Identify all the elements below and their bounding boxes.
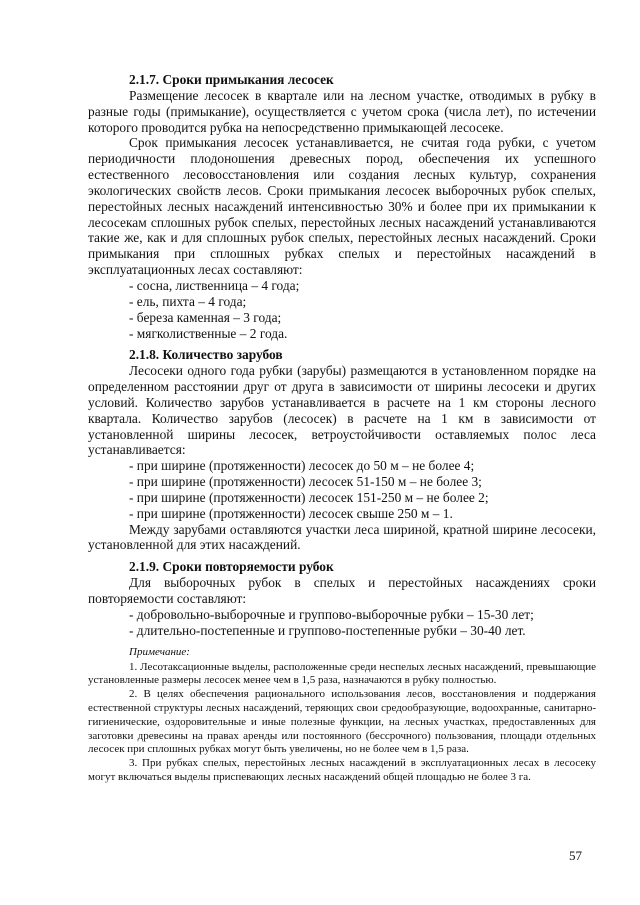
paragraph: Размещение лесосек в квартале или на лесном участке, отводимых в рубку в разные годы (примыкание), осуществляется с учетом срока (числа лет), по истечении которого проводится рубка на непосредственно примыкающей лесосеке. [88, 87, 596, 135]
list-item: - при ширине (протяженности) лесосек свыше 250 м – 1. [129, 505, 453, 521]
list-item: - при ширине (протяженности) лесосек 51-150 м – не более 3; [129, 474, 482, 490]
paragraph: Между зарубами оставляются участки леса шириной, кратной ширине лесосеки, установленной для этих насаждений. [88, 521, 596, 553]
document-page [88, 72, 596, 785]
paragraph: Лесосеки одного года рубки (зарубы) размещаются в установленном порядке на определенном расстоянии друг от друга в зависимости от ширины лесосеки и других условий. Количество зарубов устанавливается в расчете на 1 км стороны лесного квартала. Количество зарубов (лесосек) в расчете на 1 км в зависимости от установленной ширины лесосек, ветроустойчивости оставляемых полос леса устанавливается: [88, 363, 596, 458]
note-heading: Примечание: [129, 645, 190, 658]
list-item: - мягколиственные – 2 года. [129, 325, 288, 341]
list-item: - длительно-постепенные и группово-постепенные рубки – 30-40 лет. [129, 622, 526, 638]
note-item: 1. Лесотаксационные выделы, расположенные среди неспелых лесных насаждений, превышающие установленные размеры лесосек менее чем в 1,5 раза, назначаются в рубку полностью. [88, 660, 596, 687]
list-item: - ель, пихта – 4 года; [129, 293, 247, 309]
list-item: - добровольно-выборочные и группово-выборочные рубки – 15-30 лет; [129, 606, 534, 622]
list-item: - при ширине (протяженности) лесосек до 50 м – не более 4; [129, 458, 475, 474]
section-heading-2-1-7: 2.1.7. Сроки примыкания лесосек [129, 72, 334, 87]
page-number: 57 [569, 848, 582, 863]
list-item: - сосна, лиственница – 4 года; [129, 277, 300, 293]
note-item: 3. При рубках спелых, перестойных лесных насаждений в эксплуатационных лесах в лесосеку могут включаться выделы приспевающих лесных насаждений общей площадью не более 3 га. [88, 757, 596, 783]
paragraph: Срок примыкания лесосек устанавливается, не считая года рубки, с учетом периодичности плодоношения древесных пород, обеспечения их успешного естественного лесовосстановления или создания лесных культур, сохранения экологических свойств лесов. Сроки примыкания лесосек выборочных рубок спелых, перестойных лесных насаждений интенсивностью 30% и более при их примыкании к лесосекам сплошных рубок спелых, перестойных лесных насаждений устанавливаются такие же, как и для сплошных рубок спелых, перестойных лесных насаждений. Сроки примыкания при сплошных рубках спелых и перестойных насаждений в эксплуатационных лесах составляют: [88, 135, 596, 278]
section-heading-2-1-8: 2.1.8. Количество зарубов [129, 347, 283, 363]
section-heading-2-1-9: 2.1.9. Сроки повторяемости рубок [129, 559, 334, 575]
list-item: - при ширине (протяженности) лесосек 151-250 м – не более 2; [129, 489, 489, 505]
note-item: 2. В целях обеспечения рационального использования лесов, восстановления и поддержания естественной структуры лесных насаждений, теряющих свои средообразующие, водоохранные, санитарно-гигиенические, оздоровительные и иные полезные функции, на лесных участках, предоставленных для заготовки древесины на правах аренды или постоянного (бессрочного) пользования, площади отдельных лесосек при сплошных рубках могут быть увеличены, но не более чем в 1,5 раза. [88, 688, 596, 756]
list-item: - береза каменная – 3 года; [129, 309, 282, 325]
paragraph: Для выборочных рубок в спелых и перестойных насаждениях сроки повторяемости составляют: [88, 575, 596, 606]
